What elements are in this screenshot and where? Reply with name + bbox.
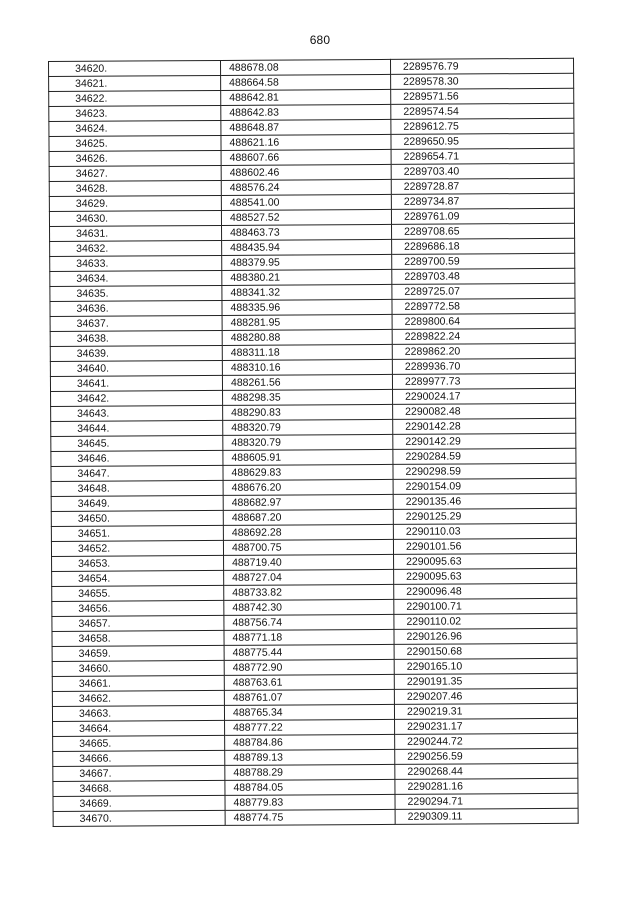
x-coordinate-cell: 488335.96 (222, 299, 392, 315)
point-id-cell: 34635. (50, 285, 222, 301)
x-coordinate-cell: 488261.56 (222, 374, 392, 390)
x-coordinate-cell: 488311.18 (222, 344, 392, 360)
y-coordinate-cell: 2290281.16 (395, 778, 578, 794)
point-id-cell: 34640. (50, 360, 222, 376)
point-id-cell: 34625. (49, 135, 221, 151)
point-id-cell: 34634. (50, 270, 222, 286)
y-coordinate-cell: 2290095.63 (394, 553, 577, 569)
y-coordinate-cell: 2290268.44 (395, 763, 578, 779)
y-coordinate-cell: 2289703.48 (392, 268, 575, 284)
y-coordinate-cell: 2289725.07 (392, 283, 575, 299)
x-coordinate-cell: 488676.20 (223, 479, 393, 495)
point-id-cell: 34645. (51, 435, 223, 451)
y-coordinate-cell: 2290142.29 (393, 433, 576, 449)
point-id-cell: 34665. (53, 735, 225, 751)
point-id-cell: 34633. (50, 255, 222, 271)
y-coordinate-cell: 2290244.72 (395, 733, 578, 749)
y-coordinate-cell: 2290284.59 (393, 448, 576, 464)
x-coordinate-cell: 488727.04 (224, 569, 394, 585)
y-coordinate-cell: 2290150.68 (394, 643, 577, 659)
x-coordinate-cell: 488756.74 (224, 614, 394, 630)
x-coordinate-cell: 488621.16 (221, 134, 391, 150)
x-coordinate-cell: 488784.86 (225, 734, 395, 750)
x-coordinate-cell: 488463.73 (222, 224, 392, 240)
x-coordinate-cell: 488678.08 (220, 59, 390, 75)
x-coordinate-cell: 488298.35 (223, 389, 393, 405)
x-coordinate-cell: 488290.83 (223, 404, 393, 420)
x-coordinate-cell: 488682.97 (223, 494, 393, 510)
y-coordinate-cell: 2289700.59 (392, 253, 575, 269)
y-coordinate-cell: 2290024.17 (393, 388, 576, 404)
x-coordinate-cell: 488719.40 (224, 554, 394, 570)
y-coordinate-cell: 2289650.95 (391, 133, 574, 149)
y-coordinate-cell: 2289576.79 (390, 58, 573, 74)
point-id-cell: 34632. (50, 240, 222, 256)
x-coordinate-cell: 488341.32 (222, 284, 392, 300)
x-coordinate-cell: 488687.20 (223, 509, 393, 525)
point-id-cell: 34647. (51, 465, 223, 481)
point-id-cell: 34670. (53, 810, 225, 826)
x-coordinate-cell: 488320.79 (223, 434, 393, 450)
y-coordinate-cell: 2290126.96 (394, 628, 577, 644)
point-id-cell: 34669. (53, 795, 225, 811)
y-coordinate-cell: 2289703.40 (391, 163, 574, 179)
y-coordinate-cell: 2289612.75 (391, 118, 574, 134)
point-id-cell: 34622. (49, 90, 221, 106)
y-coordinate-cell: 2290231.17 (395, 718, 578, 734)
y-coordinate-cell: 2290095.63 (394, 568, 577, 584)
x-coordinate-cell: 488733.82 (224, 584, 394, 600)
point-id-cell: 34630. (49, 210, 221, 226)
point-id-cell: 34638. (50, 330, 222, 346)
point-id-cell: 34650. (51, 510, 223, 526)
x-coordinate-cell: 488648.87 (221, 119, 391, 135)
x-coordinate-cell: 488700.75 (223, 539, 393, 555)
x-coordinate-cell: 488527.52 (221, 209, 391, 225)
x-coordinate-cell: 488602.46 (221, 164, 391, 180)
x-coordinate-cell: 488664.58 (221, 74, 391, 90)
y-coordinate-cell: 2289977.73 (392, 373, 575, 389)
point-id-cell: 34643. (51, 405, 223, 421)
point-id-cell: 34629. (49, 195, 221, 211)
point-id-cell: 34658. (52, 630, 224, 646)
coordinate-table-body (49, 58, 579, 826)
point-id-cell: 34636. (50, 300, 222, 316)
y-coordinate-cell: 2289728.87 (391, 178, 574, 194)
x-coordinate-cell: 488784.05 (225, 779, 395, 795)
y-coordinate-cell: 2289574.54 (391, 103, 574, 119)
point-id-cell: 34646. (51, 450, 223, 466)
point-id-cell: 34623. (49, 105, 221, 121)
y-coordinate-cell: 2289708.65 (392, 223, 575, 239)
point-id-cell: 34641. (50, 375, 222, 391)
y-coordinate-cell: 2289734.87 (391, 193, 574, 209)
point-id-cell: 34649. (51, 495, 223, 511)
x-coordinate-cell: 488789.13 (225, 749, 395, 765)
point-id-cell: 34627. (49, 165, 221, 181)
y-coordinate-cell: 2290219.31 (394, 703, 577, 719)
y-coordinate-cell: 2289862.20 (392, 343, 575, 359)
x-coordinate-cell: 488788.29 (225, 764, 395, 780)
x-coordinate-cell: 488280.88 (222, 329, 392, 345)
x-coordinate-cell: 488310.16 (222, 359, 392, 375)
point-id-cell: 34656. (52, 600, 224, 616)
point-id-cell: 34664. (53, 720, 225, 736)
point-id-cell: 34659. (52, 645, 224, 661)
point-id-cell: 34652. (51, 540, 223, 556)
y-coordinate-cell: 2289578.30 (391, 73, 574, 89)
y-coordinate-cell: 2290082.48 (393, 403, 576, 419)
table-row (53, 808, 578, 826)
x-coordinate-cell: 488642.83 (221, 104, 391, 120)
point-id-cell: 34637. (50, 315, 222, 331)
y-coordinate-cell: 2290110.02 (394, 613, 577, 629)
x-coordinate-cell: 488379.95 (222, 254, 392, 270)
x-coordinate-cell: 488380.21 (222, 269, 392, 285)
point-id-cell: 34662. (52, 690, 224, 706)
y-coordinate-cell: 2290096.48 (394, 583, 577, 599)
point-id-cell: 34655. (52, 585, 224, 601)
point-id-cell: 34621. (49, 75, 221, 91)
point-id-cell: 34620. (49, 60, 221, 76)
x-coordinate-cell: 488281.95 (222, 314, 392, 330)
y-coordinate-cell: 2290110.03 (393, 523, 576, 539)
x-coordinate-cell: 488771.18 (224, 629, 394, 645)
x-coordinate-cell: 488435.94 (222, 239, 392, 255)
x-coordinate-cell: 488779.83 (225, 794, 395, 810)
x-coordinate-cell: 488774.75 (225, 809, 395, 825)
y-coordinate-cell: 2289822.24 (392, 328, 575, 344)
x-coordinate-cell: 488320.79 (223, 419, 393, 435)
x-coordinate-cell: 488777.22 (225, 719, 395, 735)
point-id-cell: 34651. (51, 525, 223, 541)
y-coordinate-cell: 2290294.71 (395, 793, 578, 809)
y-coordinate-cell: 2290165.10 (394, 658, 577, 674)
y-coordinate-cell: 2290256.59 (395, 748, 578, 764)
x-coordinate-cell: 488629.83 (223, 464, 393, 480)
y-coordinate-cell: 2290101.56 (393, 538, 576, 554)
point-id-cell: 34654. (52, 570, 224, 586)
x-coordinate-cell: 488541.00 (221, 194, 391, 210)
x-coordinate-cell: 488761.07 (224, 689, 394, 705)
point-id-cell: 34657. (52, 615, 224, 631)
y-coordinate-cell: 2290309.11 (395, 808, 578, 824)
x-coordinate-cell: 488642.81 (221, 89, 391, 105)
x-coordinate-cell: 488772.90 (224, 659, 394, 675)
y-coordinate-cell: 2289761.09 (391, 208, 574, 224)
point-id-cell: 34660. (52, 660, 224, 676)
point-id-cell: 34661. (52, 675, 224, 691)
point-id-cell: 34631. (50, 225, 222, 241)
page-number: 680 (309, 33, 331, 47)
y-coordinate-cell: 2289654.71 (391, 148, 574, 164)
x-coordinate-cell: 488765.34 (224, 704, 394, 720)
coordinate-table (48, 58, 579, 827)
x-coordinate-cell: 488742.30 (224, 599, 394, 615)
x-coordinate-cell: 488763.61 (224, 674, 394, 690)
y-coordinate-cell: 2290100.71 (394, 598, 577, 614)
y-coordinate-cell: 2289571.56 (391, 88, 574, 104)
x-coordinate-cell: 488605.91 (223, 449, 393, 465)
x-coordinate-cell: 488576.24 (221, 179, 391, 195)
y-coordinate-cell: 2290125.29 (393, 508, 576, 524)
y-coordinate-cell: 2290207.46 (394, 688, 577, 704)
point-id-cell: 34663. (52, 705, 224, 721)
point-id-cell: 34653. (52, 555, 224, 571)
y-coordinate-cell: 2290135.46 (393, 493, 576, 509)
y-coordinate-cell: 2290142.28 (393, 418, 576, 434)
point-id-cell: 34667. (53, 765, 225, 781)
point-id-cell: 34666. (53, 750, 225, 766)
y-coordinate-cell: 2290298.59 (393, 463, 576, 479)
point-id-cell: 34628. (49, 180, 221, 196)
point-id-cell: 34639. (50, 345, 222, 361)
point-id-cell: 34624. (49, 120, 221, 136)
y-coordinate-cell: 2289686.18 (392, 238, 575, 254)
x-coordinate-cell: 488692.28 (223, 524, 393, 540)
x-coordinate-cell: 488607.66 (221, 149, 391, 165)
y-coordinate-cell: 2289772.58 (392, 298, 575, 314)
y-coordinate-cell: 2289936.70 (392, 358, 575, 374)
y-coordinate-cell: 2289800.64 (392, 313, 575, 329)
y-coordinate-cell: 2290191.35 (394, 673, 577, 689)
x-coordinate-cell: 488775.44 (224, 644, 394, 660)
y-coordinate-cell: 2290154.09 (393, 478, 576, 494)
point-id-cell: 34668. (53, 780, 225, 796)
point-id-cell: 34626. (49, 150, 221, 166)
point-id-cell: 34648. (51, 480, 223, 496)
point-id-cell: 34642. (51, 390, 223, 406)
point-id-cell: 34644. (51, 420, 223, 436)
